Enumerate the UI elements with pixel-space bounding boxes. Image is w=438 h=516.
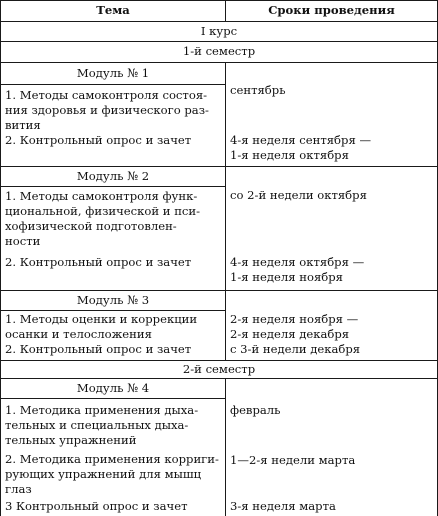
module-title: Модуль № 4 bbox=[76, 381, 150, 395]
timing-text: сентябрь bbox=[230, 83, 286, 97]
topic-line: циональной, физической и пси- bbox=[5, 204, 201, 218]
table-top-border bbox=[0, 0, 438, 1]
timing-line: 1-я неделя октября bbox=[230, 148, 349, 162]
topic-line: осанки и телосложения bbox=[5, 327, 152, 341]
timing-text bbox=[230, 255, 364, 285]
topic-text bbox=[5, 189, 200, 249]
topic-line: ности bbox=[5, 234, 41, 248]
header-timing: Сроки проведения bbox=[268, 3, 395, 17]
timing-text: со 2-й недели октября bbox=[230, 188, 367, 202]
timing-text: февраль bbox=[230, 403, 281, 417]
module-title-rule bbox=[0, 310, 226, 311]
topic-line: рующих упражнений для мышц bbox=[5, 467, 202, 481]
timing-text: с 3-й недели декабря bbox=[230, 342, 361, 356]
row-rule bbox=[0, 62, 438, 63]
header-topic: Тема bbox=[96, 3, 130, 17]
row-rule bbox=[0, 41, 438, 42]
module-title-rule bbox=[0, 84, 226, 85]
topic-line: вития bbox=[5, 118, 41, 132]
topic-text: 3 Контрольный опрос и зачет bbox=[5, 499, 188, 513]
topic-text bbox=[5, 403, 198, 448]
topic-text: 2. Контрольный опрос и зачет bbox=[5, 255, 192, 269]
row-rule bbox=[0, 290, 438, 291]
module-title-rule bbox=[0, 398, 226, 399]
topic-line: 2. Методика применения корриги- bbox=[5, 452, 219, 466]
topic-text bbox=[5, 312, 197, 342]
topic-line: тельных и специальных дыха- bbox=[5, 418, 189, 432]
timing-text: 1—2-я недели марта bbox=[230, 453, 356, 467]
timing-line: 2-я неделя ноября — bbox=[230, 312, 359, 326]
module-title: Модуль № 2 bbox=[76, 169, 150, 183]
semester-label: 1-й семестр bbox=[182, 44, 256, 58]
topic-text: 2. Контрольный опрос и зачет bbox=[5, 133, 192, 147]
column-divider bbox=[225, 166, 226, 290]
topic-text: 2. Контрольный опрос и зачет bbox=[5, 342, 192, 356]
course-label: I курс bbox=[200, 24, 238, 38]
topic-line: ния здоровья и физического раз- bbox=[5, 103, 209, 117]
timing-line: 4-я неделя октября — bbox=[230, 255, 365, 269]
row-rule bbox=[0, 360, 438, 361]
module-title: Модуль № 1 bbox=[76, 66, 150, 80]
timing-text bbox=[230, 133, 371, 163]
row-rule bbox=[0, 378, 438, 379]
topic-text bbox=[5, 452, 219, 497]
module-title-rule bbox=[0, 186, 226, 187]
timing-text bbox=[230, 312, 358, 342]
topic-line: хофизической подготовлен- bbox=[5, 219, 177, 233]
header-rule bbox=[0, 21, 438, 22]
timing-line: 4-я неделя сентября — bbox=[230, 133, 372, 147]
topic-line: глаз bbox=[5, 482, 32, 496]
timing-line: 2-я неделя декабря bbox=[230, 327, 350, 341]
timing-text: 3-я неделя марта bbox=[230, 499, 336, 513]
topic-line: 1. Методы самоконтроля состоя- bbox=[5, 88, 208, 102]
topic-line: 1. Методы оценки и коррекции bbox=[5, 312, 198, 326]
row-rule bbox=[0, 166, 438, 167]
topic-text bbox=[5, 88, 209, 133]
semester-label: 2-й семестр bbox=[182, 362, 256, 376]
topic-line: тельных упражнений bbox=[5, 433, 137, 447]
topic-line: 1. Методика применения дыха- bbox=[5, 403, 199, 417]
timing-line: 1-я неделя ноября bbox=[230, 270, 343, 284]
topic-line: 1. Методы самоконтроля функ- bbox=[5, 189, 198, 203]
module-title: Модуль № 3 bbox=[76, 293, 150, 307]
